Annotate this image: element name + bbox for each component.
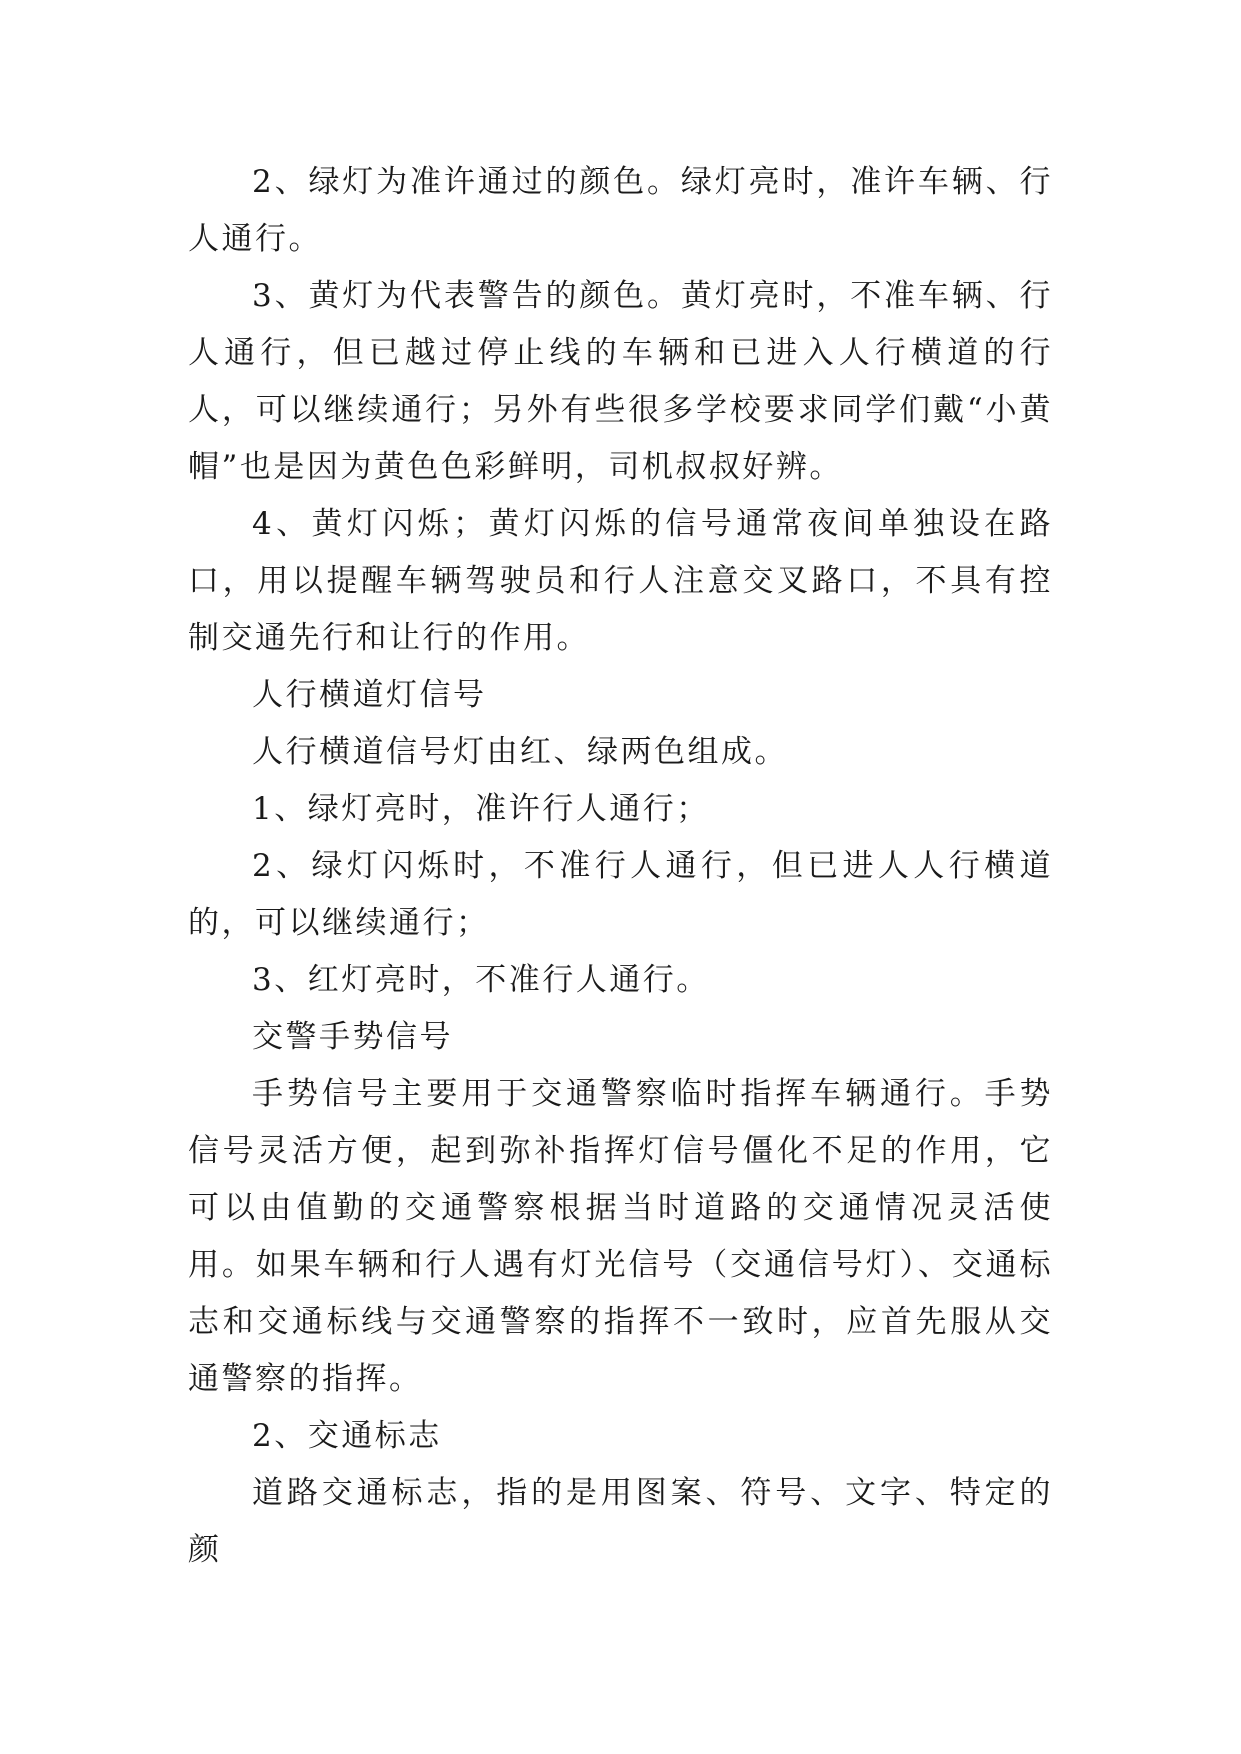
paragraph-yellow-flashing: 4、黄灯闪烁；黄灯闪烁的信号通常夜间单独设在路口，用以提醒车辆驾驶员和行人注意交叉路口，不具有控制交通先行和让行的作用。 <box>188 506 1053 656</box>
paragraph-yellow-light: 3、黄灯为代表警告的颜色。黄灯亮时，不准车辆、行人通行，但已越过停止线的车辆和已进入人行横道的行人，可以继续通行；另外有些很多学校要求同学们戴“小黄帽”也是因为黄色色彩鲜明，司机叔叔好辨。 <box>188 278 1053 485</box>
paragraph-crosswalk-intro: 人行横道信号灯由红、绿两色组成。 <box>252 734 788 770</box>
paragraph-crosswalk-green-flashing: 2、绿灯闪烁时，不准行人通行，但已进人人行横道的，可以继续通行； <box>188 848 1053 941</box>
paragraph-crosswalk-green: 1、绿灯亮时，准许行人通行； <box>252 791 710 827</box>
heading-police-hand-signal: 交警手势信号 <box>252 1019 453 1055</box>
document-page <box>188 154 1053 1579</box>
paragraph-green-light: 2、绿灯为准许通过的颜色。绿灯亮时，准许车辆、行人通行。 <box>188 164 1053 257</box>
heading-crosswalk-signal: 人行横道灯信号 <box>252 677 487 713</box>
paragraph-traffic-signs: 道路交通标志，指的是用图案、符号、文字、特定的颜 <box>188 1475 1053 1568</box>
heading-traffic-signs: 2、交通标志 <box>252 1418 442 1454</box>
paragraph-hand-signal: 手势信号主要用于交通警察临时指挥车辆通行。手势信号灵活方便，起到弥补指挥灯信号僵化不足的作用，它可以由值勤的交通警察根据当时道路的交通情况灵活使用。如果车辆和行人遇有灯光信号（交通信号灯）、交通标志和交通标线与交通警察的指挥不一致时，应首先服从交通警察的指挥。 <box>188 1076 1053 1397</box>
paragraph-crosswalk-red: 3、红灯亮时，不准行人通行。 <box>252 962 710 998</box>
